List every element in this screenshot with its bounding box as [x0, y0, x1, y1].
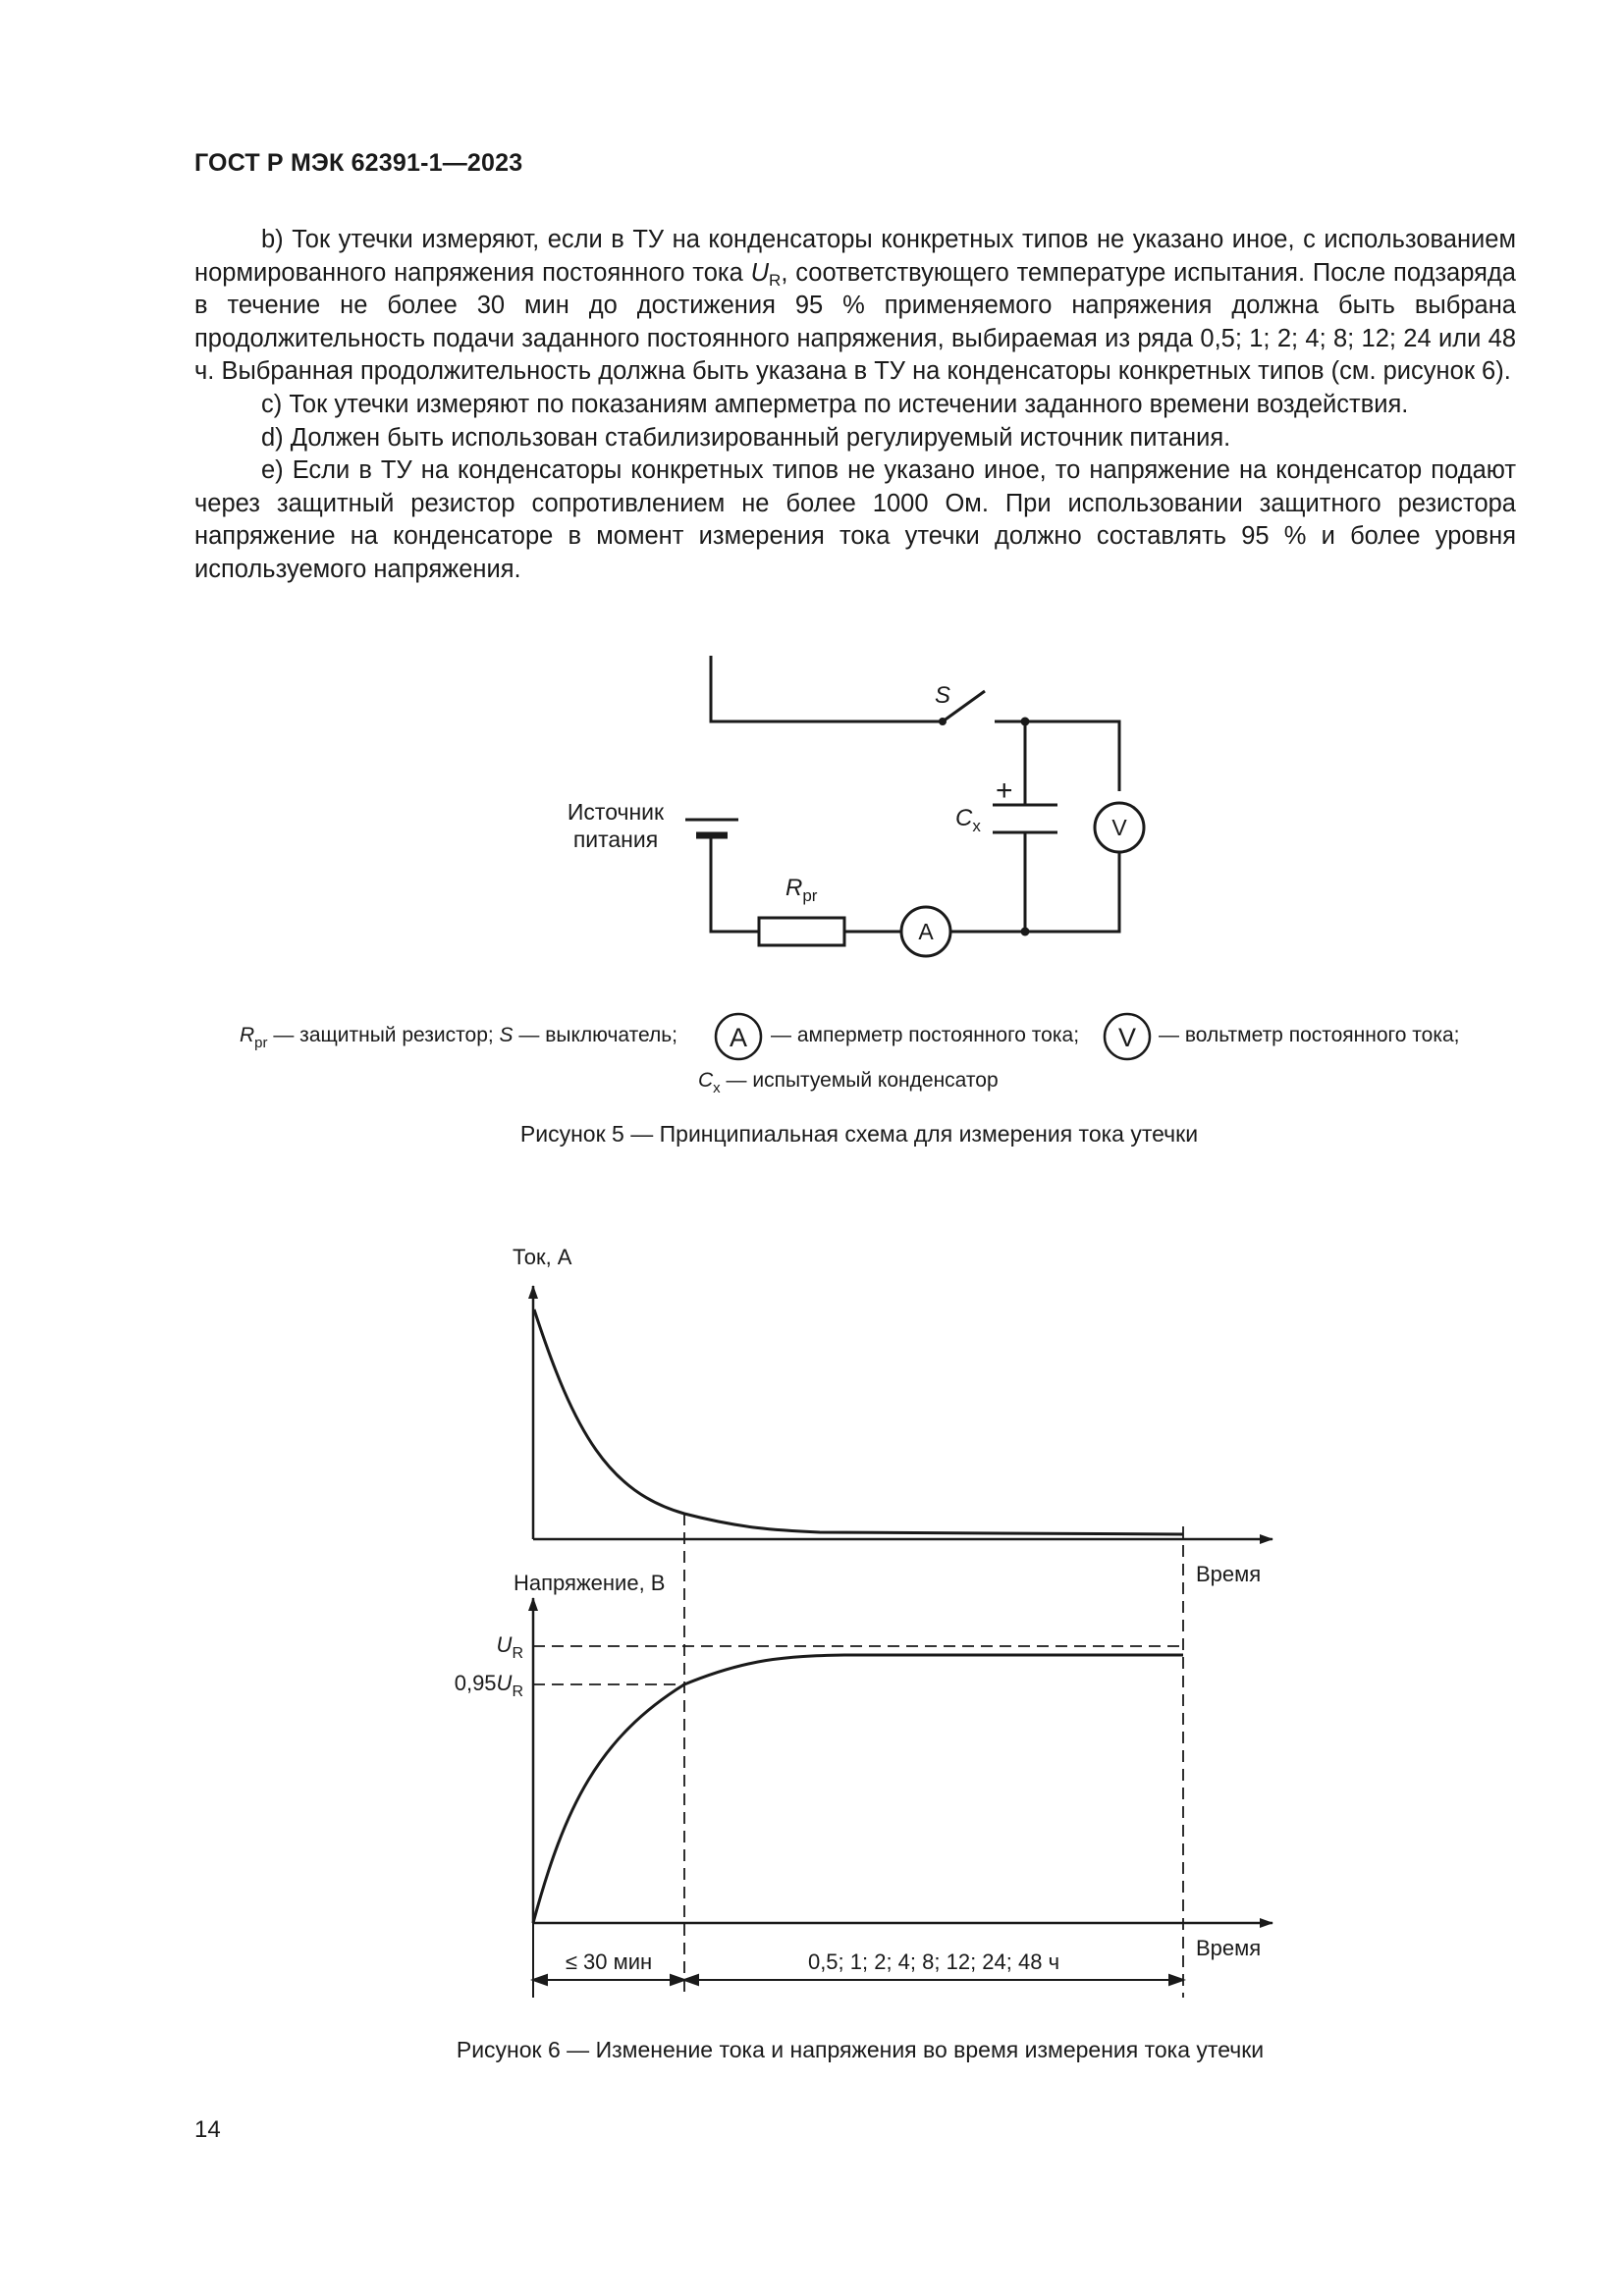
095ur-label: $0,95U_R$: [454, 1671, 523, 1700]
legend-cx: $C_x$ — испытуемый конденсатор: [698, 1069, 999, 1096]
figure-6-caption: Рисунок 6 — Изменение тока и напряжения во время измерения тока утечки: [456, 2037, 1265, 2062]
time-label-top: Время: [1196, 1562, 1262, 1586]
capacitor-plus-sign: +: [996, 774, 1013, 807]
dim-arrow-1l: [533, 1975, 547, 1985]
figure-6-voltage-axes: [533, 1598, 1272, 1923]
dim-arrow-2l: [684, 1975, 698, 1985]
interval-30min-label: ≤ 30 мин: [565, 1949, 653, 1974]
ammeter-symbol: A: [918, 919, 934, 944]
figure-5-circuit: [685, 656, 1144, 956]
paragraph-d: d) Должен быть использован стабилизированный регулируемый источник питания.: [261, 423, 1231, 452]
paragraph-c: c) Ток утечки измеряют по показаниям амперметра по истечении заданного времени воздействия.: [261, 390, 1409, 418]
legend-voltmeter-symbol: V: [1117, 1023, 1137, 1052]
switch-pivot: [939, 718, 947, 725]
document-header: ГОСТ Р МЭК 62391-1—2023: [194, 149, 523, 177]
legend-ammeter-symbol: A: [729, 1023, 748, 1052]
figure-6-labels: [455, 1245, 1261, 1974]
paragraph-e: e) Если в ТУ на конденсаторы конкретных типов не указано иное, то напряжение на конденсатор подают через защитный резистор сопротивлением не более 1000 Ом. При использовании защитного резистора напряжение на конденсаторе в момент измерения тока утечки должно составлять 95 % и более уровня используемого напряжения.: [194, 456, 1516, 583]
wire-top-left: [711, 656, 943, 721]
legend-voltmeter-desc: — вольтметр постоянного тока;: [1159, 1024, 1460, 1046]
legend-rpr: $R_{pr}$ — защитный резистор; S — выключатель;: [240, 1024, 677, 1051]
switch-label: S: [935, 682, 951, 709]
resistor-body: [759, 918, 844, 945]
legend-ammeter-desc: — амперметр постоянного тока;: [771, 1024, 1080, 1046]
current-axis-label: Ток, А: [513, 1245, 572, 1269]
resistor-label: $R_{pr}$: [785, 875, 818, 905]
time-label-bottom: Время: [1196, 1936, 1262, 1960]
voltmeter-symbol: V: [1111, 815, 1127, 840]
page-number: 14: [194, 2116, 221, 2143]
source-label-line1: Источник: [567, 799, 665, 825]
source-label-line2: питания: [572, 827, 659, 852]
junction-top: [1021, 718, 1030, 726]
figure-6-current-axes: [533, 1286, 1272, 1539]
dim-arrow-2r: [1169, 1975, 1183, 1985]
current-curve: [534, 1309, 1183, 1534]
capacitor-label: $C_x$: [955, 805, 981, 835]
wire-top-right: [995, 721, 1119, 791]
figure-5-caption: Рисунок 5 — Принципиальная схема для измерения тока утечки: [519, 1121, 1199, 1147]
ur-label: $U_R$: [496, 1632, 523, 1662]
wire-voltmeter-bottom: [1025, 852, 1119, 932]
voltage-curve: [533, 1655, 1183, 1923]
figure-5-legend: [240, 1014, 1460, 1096]
interval-hours-label: 0,5; 1; 2; 4; 8; 12; 24; 48 ч: [807, 1949, 1060, 1974]
paragraph-b: b) Ток утечки измеряют, если в ТУ на конденсаторы конкретных типов не указано иное, с использованием нормированного напряжения постоянного тока $U_R$, соответствующего температуре испытания. После подзаряда в течение не более 30 мин до достижения 95 % применяемого напряжения должна быть выбрана продолжительность подачи заданного постоянного напряжения, выбираемая из ряда 0,5; 1; 2; 4; 8; 12; 24 или 48 ч. Выбранная продолжительность должна быть указана в ТУ на конденсаторы конкретных типов (см. рисунок 6).: [194, 226, 1516, 386]
voltage-axis-label: Напряжение, В: [514, 1571, 666, 1595]
wire-bottom-left: [711, 838, 759, 932]
